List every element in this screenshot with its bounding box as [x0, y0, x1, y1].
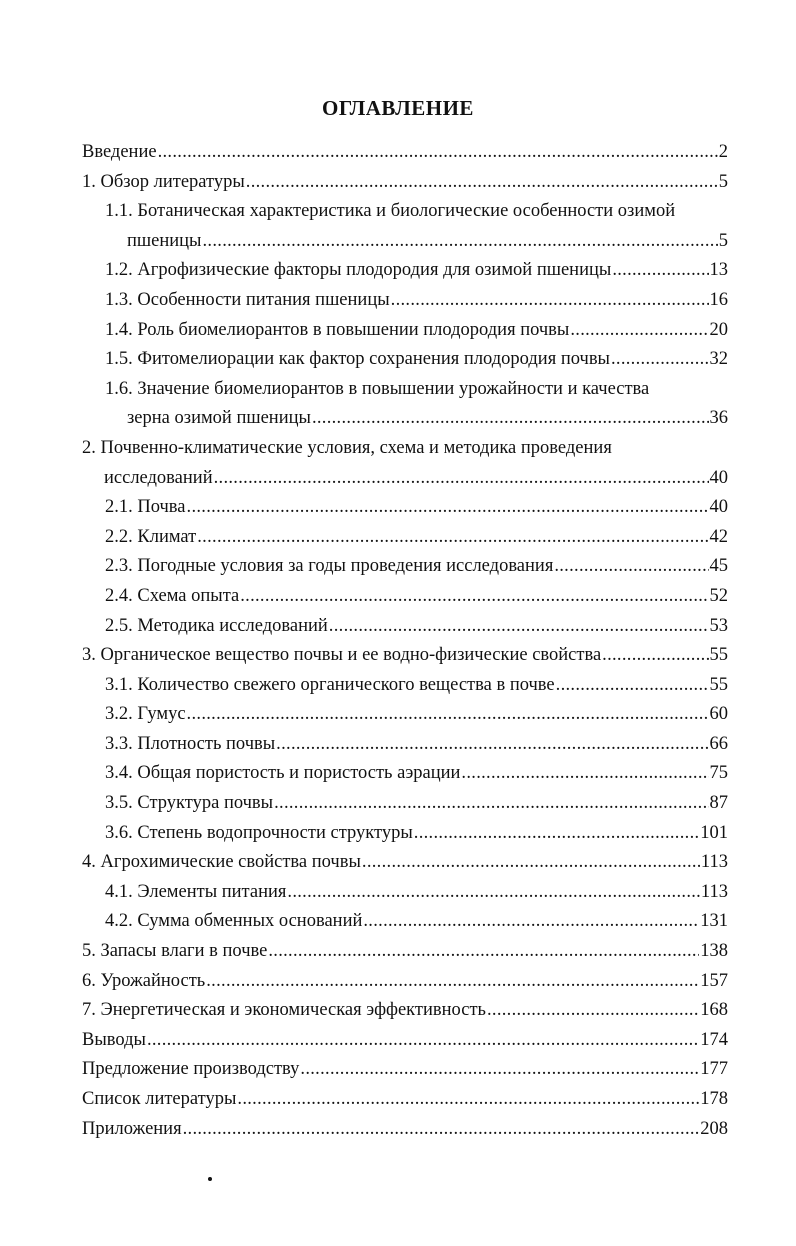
toc-entry-text-line1: 2. Почвенно-климатические условия, схема и методика проведения: [82, 437, 612, 458]
toc-entry: [82, 168, 728, 198]
toc-entry-text: 2.2. Климат: [105, 526, 197, 547]
toc-leader-dots: [203, 227, 718, 257]
toc-entry: [82, 671, 728, 701]
toc-leader-dots: [187, 493, 709, 523]
toc-page-number: 113: [700, 881, 728, 902]
toc-entry: [82, 641, 728, 671]
toc-page-number: 2: [718, 142, 728, 162]
toc-leader-dots: [197, 523, 708, 553]
toc-entry: [82, 256, 728, 286]
toc-entry-text: 3.1. Количество свежего органического вещества в почве: [105, 674, 555, 695]
toc-entry-text: 4.2. Сумма обменных оснований: [105, 911, 363, 932]
toc-leader-dots: [268, 937, 699, 967]
toc-leader-dots: [611, 345, 709, 375]
toc-entry: [82, 493, 728, 523]
toc-leader-dots: [158, 138, 718, 168]
toc-entry: [82, 1055, 728, 1085]
toc-entry: [82, 996, 728, 1026]
toc-entry: [82, 1085, 728, 1115]
toc-leader-dots: [147, 1026, 699, 1056]
toc-page-number: 66: [709, 733, 728, 754]
toc-entry-text: 1.2. Агрофизические факторы плодородия для озимой пшеницы: [105, 260, 612, 281]
toc-entry-text: Приложения: [82, 1118, 182, 1139]
toc-page-number: 5: [718, 230, 728, 251]
toc-entry-text: 1.4. Роль биомелиорантов в повышении плодородия почвы: [105, 319, 570, 340]
toc-entry: [82, 345, 728, 375]
toc-entry-text-line1: 1.1. Ботаническая характеристика и биологические особенности озимой: [105, 201, 676, 222]
toc-leader-dots: [206, 967, 699, 997]
toc-leader-dots: [414, 819, 699, 849]
toc-leader-dots: [183, 1115, 700, 1145]
toc-page-number: 13: [709, 260, 728, 281]
toc-entry-text: Выводы: [82, 1029, 146, 1050]
toc-entry: [82, 759, 728, 789]
toc-entry-text: 5. Запасы влаги в почве: [82, 941, 268, 962]
toc-entry-text: 1. Обзор литературы: [82, 171, 245, 192]
toc-entry: [82, 1115, 728, 1145]
toc-page-number: 55: [709, 645, 728, 666]
toc-entry-text: 3.6. Степень водопрочности структуры: [105, 822, 413, 843]
toc-page-number: 40: [709, 467, 728, 488]
toc-entry-text: Введение: [82, 142, 157, 162]
toc-entry: [82, 819, 728, 849]
toc-entry: [82, 582, 728, 612]
stray-dot-mark: [208, 1177, 212, 1181]
toc-page-number: 53: [709, 615, 728, 636]
toc-entry-text: 1.3. Особенности питания пшеницы: [105, 289, 390, 310]
toc-page-number: 87: [709, 793, 728, 814]
toc-leader-dots: [214, 464, 709, 494]
toc-entry: [82, 937, 728, 967]
toc-page-number: 174: [700, 1029, 728, 1050]
toc-page-number: 42: [709, 526, 728, 547]
toc-leader-dots: [391, 286, 709, 316]
toc-leader-dots: [570, 316, 708, 346]
toc-page-number: 131: [700, 911, 728, 932]
toc-entry-text: 7. Энергетическая и экономическая эффективность: [82, 1000, 486, 1021]
toc-leader-dots: [556, 671, 709, 701]
toc-leader-dots: [240, 582, 708, 612]
table-of-contents: [82, 138, 728, 1144]
toc-leader-dots: [312, 404, 709, 434]
toc-leader-dots: [329, 612, 709, 642]
toc-entry-text: Предложение производству: [82, 1059, 300, 1080]
toc-page-number: 5: [718, 171, 728, 192]
toc-entry-text: зерна озимой пшеницы: [127, 408, 311, 429]
toc-leader-dots: [246, 168, 718, 198]
toc-entry-text: 3.3. Плотность почвы: [105, 733, 276, 754]
toc-leader-dots: [274, 789, 708, 819]
toc-page-number: 113: [700, 852, 728, 873]
toc-leader-dots: [602, 641, 708, 671]
toc-entry: [82, 907, 728, 937]
toc-entry: [82, 967, 728, 997]
toc-leader-dots: [554, 552, 708, 582]
toc-page-number: 168: [700, 1000, 728, 1021]
toc-leader-dots: [187, 700, 709, 730]
toc-leader-dots: [363, 907, 699, 937]
toc-entry: [82, 286, 728, 316]
toc-entry-text: 2.1. Почва: [105, 497, 186, 518]
toc-page-number: 138: [700, 941, 728, 962]
toc-leader-dots: [461, 759, 708, 789]
toc-page-number: 75: [709, 763, 728, 784]
toc-entry: [82, 375, 728, 434]
toc-entry-text: 2.5. Методика исследований: [105, 615, 328, 636]
toc-entry: [82, 730, 728, 760]
toc-entry: [82, 434, 728, 493]
toc-page-number: 177: [700, 1059, 728, 1080]
toc-entry: [82, 138, 728, 168]
toc-page-number: 32: [709, 349, 728, 370]
page-title: ОГЛАВЛЕНИЕ: [322, 96, 474, 120]
toc-leader-dots: [287, 878, 700, 908]
toc-entry-text: исследований: [104, 467, 213, 488]
toc-page-number: 55: [709, 674, 728, 695]
toc-entry: [82, 552, 728, 582]
toc-page-number: 20: [709, 319, 728, 340]
toc-entry: [82, 316, 728, 346]
toc-entry-text: 6. Урожайность: [82, 970, 206, 991]
toc-entry: [82, 1026, 728, 1056]
toc-leader-dots: [237, 1085, 699, 1115]
toc-page-number: 52: [709, 585, 728, 606]
toc-leader-dots: [612, 256, 708, 286]
toc-page-number: 60: [709, 704, 728, 725]
toc-entry-text: 4.1. Элементы питания: [105, 881, 287, 902]
toc-entry: [82, 700, 728, 730]
toc-page-number: 178: [700, 1089, 728, 1109]
toc-entry-text: Список литературы: [82, 1089, 237, 1109]
toc-entry: [82, 878, 728, 908]
toc-page-number: 36: [709, 408, 728, 429]
toc-page-number: 101: [700, 822, 728, 843]
toc-entry-text: 3.4. Общая пористость и пористость аэрации: [105, 763, 461, 784]
toc-entry-text: 4. Агрохимические свойства почвы: [82, 852, 361, 873]
toc-leader-dots: [300, 1055, 699, 1085]
toc-entry-text: 2.3. Погодные условия за годы проведения исследования: [105, 556, 554, 577]
toc-entry: [82, 197, 728, 256]
toc-page-number: 157: [700, 970, 728, 991]
toc-leader-dots: [362, 848, 700, 878]
toc-page-number: 40: [709, 497, 728, 518]
toc-entry: [82, 789, 728, 819]
toc-leader-dots: [487, 996, 699, 1026]
toc-entry: [82, 848, 728, 878]
toc-page-number: 16: [709, 289, 728, 310]
toc-entry-text: 1.5. Фитомелиорации как фактор сохранения плодородия почвы: [105, 349, 610, 370]
toc-entry: [82, 612, 728, 642]
toc-entry-text: пшеницы: [127, 230, 202, 251]
toc-entry-text: 3.2. Гумус: [105, 704, 186, 725]
toc-entry-text: 3. Органическое вещество почвы и ее водно-физические свойства: [82, 645, 602, 666]
toc-page-number: 45: [709, 556, 728, 577]
toc-entry-text-line1: 1.6. Значение биомелиорантов в повышении урожайности и качества: [105, 378, 650, 399]
toc-leader-dots: [276, 730, 708, 760]
toc-entry: [82, 523, 728, 553]
toc-entry-text: 3.5. Структура почвы: [105, 793, 274, 814]
toc-page-number: 208: [700, 1118, 728, 1139]
toc-entry-text: 2.4. Схема опыта: [105, 585, 240, 606]
